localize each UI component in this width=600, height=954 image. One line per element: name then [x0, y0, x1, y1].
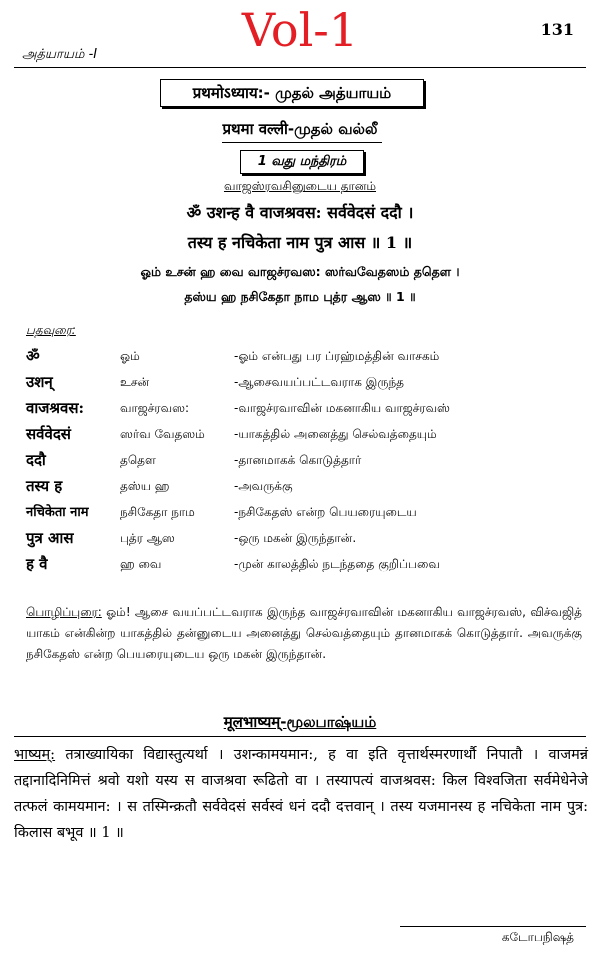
word-meaning: -முன் காலத்தில் நடந்ததை குறிப்பவை [234, 557, 440, 571]
subtitle-underline [222, 142, 382, 143]
sanskrit-verse-line-2: तस्य ह नचिकेता नाम पुत्र आस ॥ 1 ॥ [187, 233, 413, 252]
volume-label: Vol-1 [241, 3, 359, 57]
commentary-text: तत्राख्यायिका विद्यास्तुत्यर्था । उशन्कामयमान:, ह वा इति वृत्तार्थस्मरणार्थौ निपातौ । वाजमन्नं तद्दानादिनिमित्तं श्रवो यशो यस्य स वाजश्रवा रूढितो वा । तस्यापत्यं वाजश्रवस: किल विश्वजिता सर्वमेधेनेजे तत्फलं कामयमान: । स तस्मिन्क्रतौ सर्ववेदसं सर्वस्वं धनं ददौ दत्तवान् । तस्य यजमानस्य ह नचिकेता नाम पुत्र: किलास बभूव ॥ 1 ॥ [14, 747, 589, 841]
word-sanskrit: ह वै [26, 555, 48, 573]
summary-text: ஓம்! ஆசை வயப்பட்டவராக இருந்த வாஜச்ரவாவின் மகனாகிய வாஜச்ரவஸ், விச்வஜித் யாகம் என்கின்ற யாகத்தில் தன்னுடைய அனைத்து செல்வத்தையும் தானமாகக் கொடுத்தார். அவருக்கு நசிகேதஸ் என்ற பெயரையுடைய ஒரு மகன் இருந்தான். [26, 605, 582, 661]
word-meaning-row [26, 450, 586, 476]
word-meaning-row [26, 346, 586, 372]
word-sanskrit: ददौ [26, 451, 46, 469]
word-meaning-row [26, 502, 586, 528]
word-tamil: உசன் [120, 375, 150, 389]
word-meaning: -வாஜச்ரவாவின் மகனாகிய வாஜச்ரவஸ் [234, 401, 450, 415]
summary-label: பொழிப்புரை: [26, 605, 102, 619]
commentary-label: भाष्यम्: [14, 747, 56, 763]
word-tamil: ததௌ [120, 453, 156, 467]
chapter-header: அத்யாயம் -I [22, 47, 98, 62]
word-meaning-row [26, 476, 586, 502]
word-tamil: புத்ர ஆஸ [120, 531, 175, 545]
word-meaning-row [26, 554, 586, 580]
word-meaning-row [26, 398, 586, 424]
word-sanskrit: वाजश्रवस: [26, 399, 84, 417]
word-meaning: -ஓம் என்பது பர ப்ரஹ்மத்தின் வாசகம் [234, 349, 440, 363]
word-meaning: -ஆசைவயப்பட்டவராக இருந்த [234, 375, 404, 389]
word-tamil: ஸர்வ வேதஸம் [120, 427, 205, 441]
word-meaning: -தானமாகக் கொடுத்தார் [234, 453, 362, 467]
chapter-title-box: प्रथमोऽध्याय:- முதல் அத்யாயம் [160, 79, 424, 107]
word-sanskrit: तस्य ह [26, 477, 63, 495]
word-meaning: -அவருக்கு [234, 479, 293, 493]
summary-paragraph [26, 602, 582, 665]
word-sanskrit: ॐ [26, 347, 40, 365]
word-meaning: -ஒரு மகன் இருந்தான். [234, 531, 357, 545]
footer-book-title: கடோபநிஷத் [501, 930, 574, 944]
word-meaning-heading: பதவுரை: [26, 323, 76, 337]
word-meaning: -நசிகேதஸ் என்ற பெயரையுடைய [234, 505, 417, 519]
word-sanskrit: पुत्र आस [26, 529, 74, 547]
word-tamil: வாஜச்ரவஸ: [120, 401, 190, 415]
word-tamil: தஸ்ய ஹ [120, 479, 170, 493]
commentary-title-text: मूलभाष्यम्-மூலபாஷ்யம் [223, 713, 377, 731]
tamil-verse-line-1: ஓம் உசன் ஹ வை வாஜச்ரவஸ: ஸர்வவேதஸம் ததௌ । [140, 264, 460, 279]
tamil-verse-line-2: தஸ்ய ஹ நசிகேதா நாம புத்ர ஆஸ ॥ 1 ॥ [184, 289, 416, 304]
footer-divider [400, 926, 586, 927]
word-sanskrit: सर्ववेदसं [26, 425, 71, 443]
word-meaning-row [26, 372, 586, 398]
sanskrit-verse-line-1: ॐ उशन्ह वै वाजश्रवस: सर्ववेदसं ददौ । [186, 203, 414, 222]
word-tamil: ஓம் [120, 349, 140, 363]
mantra-number-box: 1 வது மந்திரம் [240, 150, 364, 174]
word-sanskrit: उशन् [26, 373, 53, 391]
word-meaning-row [26, 528, 586, 554]
section-heading: வாஜஸ்ரவசினுடைய தானம் [223, 179, 377, 193]
section-subtitle: प्रथमा वल्ली-முதல் வல்லீ [222, 120, 378, 138]
word-tamil: ஹ வை [120, 557, 162, 571]
commentary-paragraph [14, 742, 588, 846]
word-sanskrit: नचिकेता नाम [26, 505, 89, 520]
commentary-divider [14, 736, 586, 737]
header-divider [14, 67, 586, 68]
word-tamil: நசிகேதா நாம [120, 505, 195, 519]
commentary-title [0, 712, 600, 733]
word-meaning-row [26, 424, 586, 450]
word-meaning: -யாகத்தில் அனைத்து செல்வத்தையும் [234, 427, 437, 441]
page-number: 131 [540, 20, 574, 39]
